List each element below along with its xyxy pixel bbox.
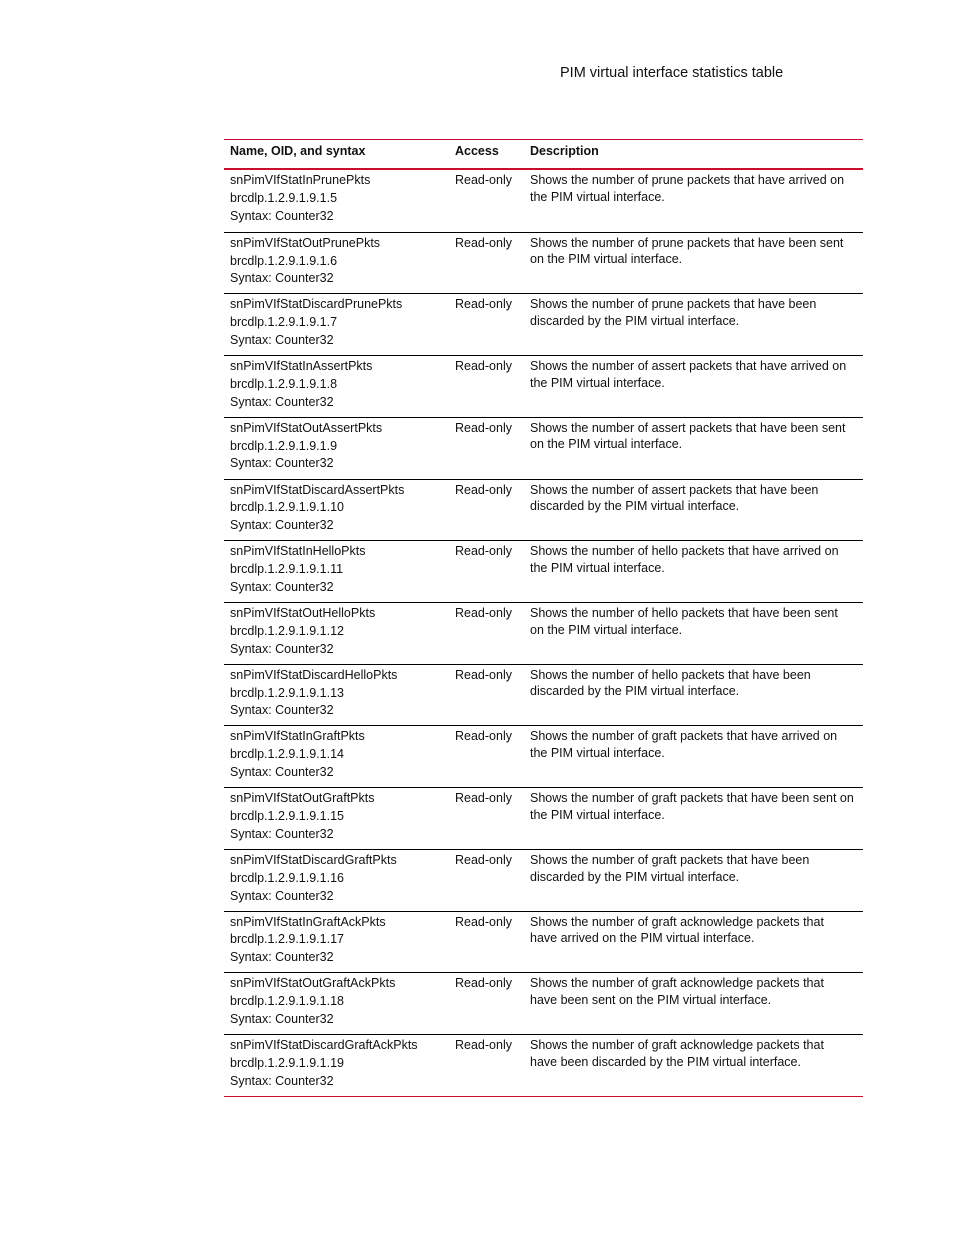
- object-oid: brcdlp.1.2.9.1.9.1.13: [230, 685, 344, 700]
- access-cell: [449, 233, 527, 294]
- name-oid-syntax-cell: [224, 850, 449, 911]
- access-cell: [449, 170, 527, 232]
- table-row: [224, 417, 863, 479]
- access-value: Read-only: [455, 976, 512, 991]
- description-cell: [527, 788, 863, 849]
- object-oid: brcdlp.1.2.9.1.9.1.11: [230, 562, 344, 577]
- object-syntax: Syntax: Counter32: [230, 394, 334, 409]
- description-cell: [527, 665, 863, 726]
- description-cell: [527, 233, 863, 294]
- access-value: Read-only: [455, 297, 512, 312]
- description-line-2: discarded by the PIM virtual interface.: [530, 869, 740, 884]
- object-oid: brcdlp.1.2.9.1.9.1.6: [230, 253, 338, 268]
- description-line-1: Shows the number of prune packets that have arrived on: [530, 173, 845, 187]
- access-cell: [449, 973, 527, 1034]
- object-oid: brcdlp.1.2.9.1.9.1.5: [230, 190, 338, 205]
- object-name: snPimVIfStatOutAssertPkts: [230, 420, 383, 435]
- table-row: [224, 232, 863, 294]
- name-oid-syntax-cell: [224, 973, 449, 1034]
- name-oid-syntax-cell: [224, 1035, 449, 1096]
- table-row: [224, 849, 863, 911]
- table-row: [224, 602, 863, 664]
- name-oid-syntax-cell: [224, 480, 449, 541]
- name-oid-syntax-cell: [224, 541, 449, 602]
- description-line-2: discarded by the PIM virtual interface.: [530, 314, 740, 329]
- column-header-description: Description: [530, 144, 599, 158]
- description-cell: [527, 418, 863, 479]
- mib-object-table: [224, 139, 863, 1097]
- table-header-row: [224, 140, 863, 170]
- description-line-2: discarded by the PIM virtual interface.: [530, 499, 740, 514]
- description-line-2: the PIM virtual interface.: [530, 375, 665, 390]
- access-cell: [449, 541, 527, 602]
- description-line-1: Shows the number of assert packets that have been sent: [530, 420, 846, 435]
- object-name: snPimVIfStatInGraftAckPkts: [230, 914, 386, 929]
- access-value: Read-only: [455, 173, 512, 187]
- name-oid-syntax-cell: [224, 726, 449, 787]
- object-syntax: Syntax: Counter32: [230, 518, 334, 533]
- table-body: [224, 170, 863, 1096]
- object-name: snPimVIfStatOutPrunePkts: [230, 235, 381, 250]
- access-value: Read-only: [455, 359, 512, 374]
- object-name: snPimVIfStatInAssertPkts: [230, 359, 373, 374]
- description-cell: [527, 480, 863, 541]
- name-oid-syntax-cell: [224, 170, 449, 232]
- name-oid-syntax-cell: [224, 665, 449, 726]
- object-oid: brcdlp.1.2.9.1.9.1.14: [230, 747, 344, 762]
- object-oid: brcdlp.1.2.9.1.9.1.7: [230, 315, 338, 330]
- description-cell: [527, 603, 863, 664]
- description-line-2: have been sent on the PIM virtual interface.: [530, 992, 772, 1007]
- description-cell: [527, 850, 863, 911]
- object-name: snPimVIfStatDiscardAssertPkts: [230, 482, 405, 497]
- description-line-1: Shows the number of graft packets that have been sent on: [530, 791, 854, 806]
- description-cell: [527, 170, 863, 232]
- object-syntax: Syntax: Counter32: [230, 1011, 334, 1026]
- access-value: Read-only: [455, 791, 512, 806]
- description-line-2: the PIM virtual interface.: [530, 189, 665, 204]
- object-oid: brcdlp.1.2.9.1.9.1.12: [230, 623, 344, 638]
- object-oid: brcdlp.1.2.9.1.9.1.19: [230, 1055, 344, 1070]
- description-line-2: the PIM virtual interface.: [530, 807, 665, 822]
- name-oid-syntax-cell: [224, 603, 449, 664]
- object-oid: brcdlp.1.2.9.1.9.1.15: [230, 808, 344, 823]
- description-line-2: on the PIM virtual interface.: [530, 622, 683, 637]
- description-line-2: have been discarded by the PIM virtual interface.: [530, 1054, 801, 1069]
- object-oid: brcdlp.1.2.9.1.9.1.8: [230, 376, 338, 391]
- table-row: [224, 540, 863, 602]
- table-row: [224, 1034, 863, 1096]
- object-name: snPimVIfStatOutGraftAckPkts: [230, 976, 396, 991]
- description-line-1: Shows the number of graft acknowledge packets that: [530, 976, 824, 991]
- description-line-2: on the PIM virtual interface.: [530, 252, 683, 267]
- description-line-1: Shows the number of hello packets that have been sent: [530, 606, 838, 621]
- table-row: [224, 293, 863, 355]
- name-oid-syntax-cell: [224, 233, 449, 294]
- description-line-2: the PIM virtual interface.: [530, 560, 665, 575]
- access-value: Read-only: [455, 852, 512, 867]
- description-line-2: have arrived on the PIM virtual interface.: [530, 931, 755, 946]
- running-header-title: PIM virtual interface statistics table: [560, 65, 784, 81]
- table-row: [224, 355, 863, 417]
- access-value: Read-only: [455, 914, 512, 929]
- access-cell: [449, 294, 527, 355]
- access-cell: [449, 912, 527, 973]
- object-name: snPimVIfStatDiscardGraftPkts: [230, 852, 397, 867]
- access-value: Read-only: [455, 667, 512, 682]
- access-cell: [449, 418, 527, 479]
- description-line-1: Shows the number of graft acknowledge packets that: [530, 1038, 824, 1053]
- object-syntax: Syntax: Counter32: [230, 456, 334, 471]
- name-oid-syntax-cell: [224, 356, 449, 417]
- table-row: [224, 170, 863, 232]
- access-value: Read-only: [455, 729, 512, 744]
- table-row: [224, 787, 863, 849]
- description-line-2: discarded by the PIM virtual interface.: [530, 684, 740, 699]
- access-cell: [449, 1035, 527, 1096]
- object-syntax: Syntax: Counter32: [230, 579, 334, 594]
- name-oid-syntax-cell: [224, 418, 449, 479]
- description-line-1: Shows the number of graft packets that have arrived on: [530, 729, 838, 744]
- description-cell: [527, 356, 863, 417]
- access-value: Read-only: [455, 420, 512, 435]
- description-cell: [527, 726, 863, 787]
- object-oid: brcdlp.1.2.9.1.9.1.16: [230, 870, 344, 885]
- description-cell: [527, 973, 863, 1034]
- object-syntax: Syntax: Counter32: [230, 271, 334, 286]
- description-line-2: on the PIM virtual interface.: [530, 437, 683, 452]
- name-oid-syntax-cell: [224, 788, 449, 849]
- object-name: snPimVIfStatOutGraftPkts: [230, 791, 375, 806]
- description-line-1: Shows the number of hello packets that have been: [530, 667, 811, 682]
- object-oid: brcdlp.1.2.9.1.9.1.17: [230, 932, 344, 947]
- table-row: [224, 725, 863, 787]
- object-name: snPimVIfStatDiscardHelloPkts: [230, 667, 398, 682]
- object-name: snPimVIfStatOutHelloPkts: [230, 606, 376, 621]
- description-cell: [527, 912, 863, 973]
- object-syntax: Syntax: Counter32: [230, 333, 334, 348]
- object-syntax: Syntax: Counter32: [230, 641, 334, 656]
- object-name: snPimVIfStatInHelloPkts: [230, 544, 366, 559]
- description-line-1: Shows the number of prune packets that have been: [530, 297, 817, 312]
- access-cell: [449, 850, 527, 911]
- access-cell: [449, 788, 527, 849]
- object-oid: brcdlp.1.2.9.1.9.1.9: [230, 438, 338, 453]
- object-syntax: Syntax: Counter32: [230, 765, 334, 780]
- object-name: snPimVIfStatInPrunePkts: [230, 173, 371, 187]
- object-syntax: Syntax: Counter32: [230, 826, 334, 841]
- description-line-1: Shows the number of graft packets that have been: [530, 852, 810, 867]
- column-header-name: Name, OID, and syntax: [230, 144, 366, 158]
- object-name: snPimVIfStatInGraftPkts: [230, 729, 365, 744]
- access-cell: [449, 726, 527, 787]
- table-row: [224, 972, 863, 1034]
- object-syntax: Syntax: Counter32: [230, 208, 334, 223]
- description-cell: [527, 1035, 863, 1096]
- description-line-1: Shows the number of prune packets that have been sent: [530, 235, 844, 250]
- column-header-access: Access: [455, 144, 499, 158]
- access-cell: [449, 603, 527, 664]
- description-line-2: the PIM virtual interface.: [530, 746, 665, 761]
- description-line-1: Shows the number of graft acknowledge packets that: [530, 914, 824, 929]
- access-value: Read-only: [455, 235, 512, 250]
- object-syntax: Syntax: Counter32: [230, 703, 334, 718]
- name-oid-syntax-cell: [224, 912, 449, 973]
- table-row: [224, 911, 863, 973]
- table-row: [224, 664, 863, 726]
- access-cell: [449, 480, 527, 541]
- object-syntax: Syntax: Counter32: [230, 950, 334, 965]
- access-value: Read-only: [455, 482, 512, 497]
- description-cell: [527, 294, 863, 355]
- access-value: Read-only: [455, 1038, 512, 1053]
- object-syntax: Syntax: Counter32: [230, 888, 334, 903]
- access-cell: [449, 665, 527, 726]
- object-name: snPimVIfStatDiscardGraftAckPkts: [230, 1038, 418, 1053]
- description-line-1: Shows the number of assert packets that have been: [530, 482, 819, 497]
- description-line-1: Shows the number of assert packets that have arrived on: [530, 359, 847, 374]
- object-oid: brcdlp.1.2.9.1.9.1.18: [230, 994, 344, 1009]
- object-syntax: Syntax: Counter32: [230, 1073, 334, 1088]
- access-value: Read-only: [455, 544, 512, 559]
- access-cell: [449, 356, 527, 417]
- description-cell: [527, 541, 863, 602]
- object-name: snPimVIfStatDiscardPrunePkts: [230, 297, 403, 312]
- object-oid: brcdlp.1.2.9.1.9.1.10: [230, 500, 344, 515]
- name-oid-syntax-cell: [224, 294, 449, 355]
- access-value: Read-only: [455, 606, 512, 621]
- description-line-1: Shows the number of hello packets that have arrived on: [530, 544, 839, 559]
- table-row: [224, 479, 863, 541]
